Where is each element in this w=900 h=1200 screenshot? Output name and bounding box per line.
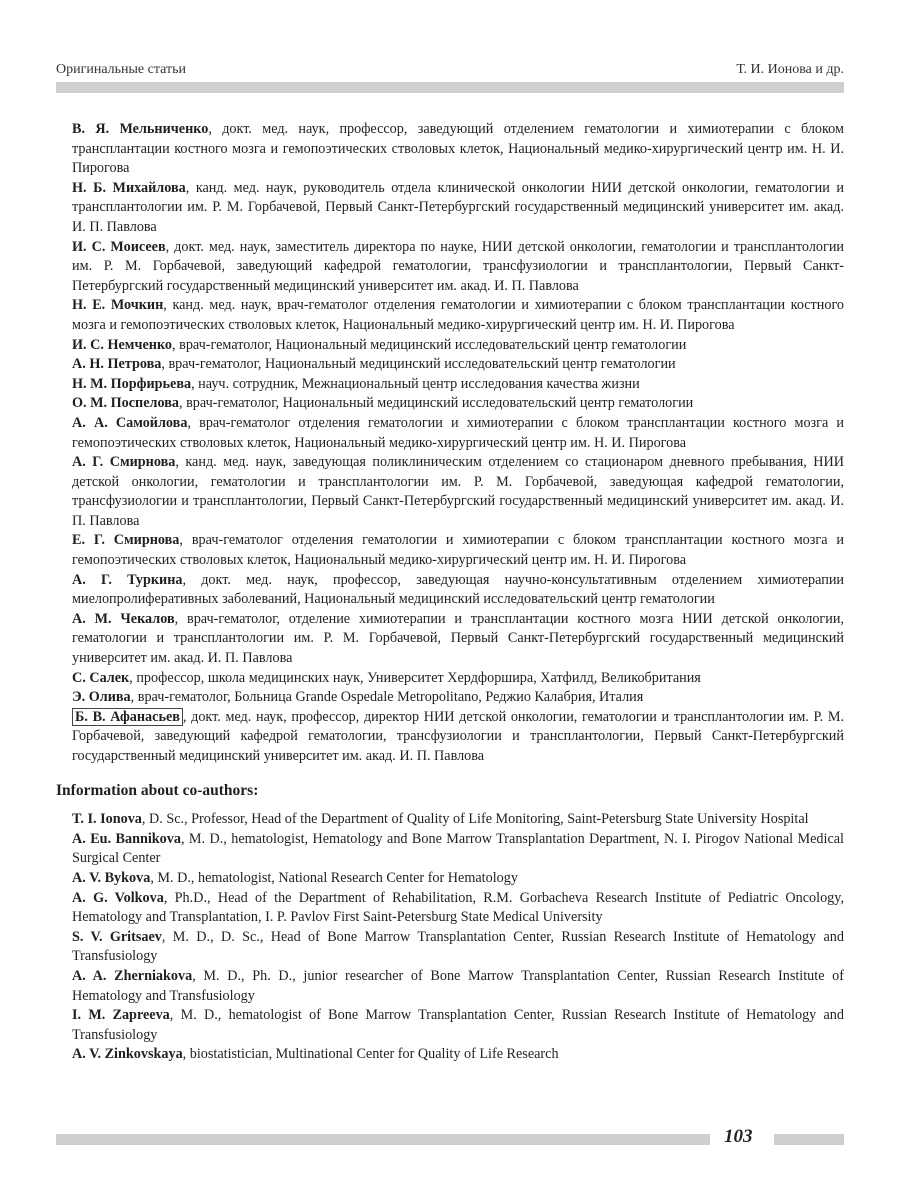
author-entry [72,889,844,928]
author-entry [72,238,844,297]
author-entry [72,296,844,335]
page-number: 103 [724,1126,753,1147]
author-entry [72,355,844,375]
author-name: Н. М. Порфирьева [72,375,192,392]
author-details: , докт. мед. наук, профессор, заведующий отделением гематологии и химиотерапии с блоком трансплантации костного мозга и гемопоэтических стволовых клеток, Национальный медико-хирургический центр им. Н. И. Пирогова [72,121,844,177]
ru-author-list [72,120,844,767]
author-entry [72,610,844,669]
footer-rule-left [56,1134,710,1145]
author-entry [72,336,844,356]
author-name: И. С. Моисеев [72,238,166,255]
author-entry [72,120,844,179]
author-entry [72,669,844,689]
author-details: , врач-гематолог отделения гематологии и химиотерапии с блоком трансплантации костного мозга и гемопоэтических стволовых клеток, Национальный медико-хирургический центр им. Н. И. Пирогова [72,532,844,569]
author-entry [72,830,844,869]
author-details: , врач-гематолог, Национальный медицинский исследовательский центр гематологии [172,336,687,353]
author-details: , M. D., D. Sc., Head of Bone Marrow Transplantation Center, Russian Research Institute of Hematology and Transfusiology [72,928,844,965]
author-name: T. I. Ionova [72,811,142,828]
author-entry [72,531,844,570]
author-name: С. Салек [72,669,130,686]
author-details: , профессор, школа медицинских наук, Университет Хердфоршира, Хатфилд, Великобритания [129,669,701,686]
header-section-title: Оригинальные статьи [56,62,186,77]
author-details: , докт. мед. наук, профессор, заведующая научно-консультативным отделением химиотерапии миелопролиферативных заболеваний, Национальный медицинский исследовательский центр гематологии [72,571,845,608]
author-entry [72,179,844,238]
running-header [56,62,844,78]
author-entry [72,1045,844,1065]
author-name: I. M. Zapreeva [72,1007,170,1024]
author-name: A. V. Zinkovskaya [72,1046,183,1063]
author-name: И. С. Немченко [72,336,173,353]
author-details: , M. D., Ph. D., junior researcher of Bone Marrow Transplantation Center, Russian Research Institute of Hematology and Transfusiology [72,967,844,1004]
author-details: , врач-гематолог отделения гематологии и химиотерапии с блоком трансплантации костного мозга и гемопоэтических стволовых клеток, Национальный медико-хирургический центр им. Н. И. Пирогова [72,414,844,451]
author-details: , докт. мед. наук, заместитель директора по науке, НИИ детской онкологии, гематологии и трансплантологии им. Р. М. Горбачевой, заведующий кафедрой гематологии, трансфузиологии и трансплантологии, Первый Санкт-Петербургский государственный медицинский университет им. акад. И. П. Павлова [72,238,845,294]
author-name: В. Я. Мельниченко [72,121,209,137]
author-entry [72,394,844,414]
author-name: Э. Олива [72,689,131,706]
author-entry [72,928,844,967]
author-name: А. Г. Смирнова [72,454,176,471]
author-entry [72,414,844,453]
author-details: , biostatistician, Multinational Center for Quality of Life Research [182,1046,559,1063]
author-name: A. Eu. Bannikova [72,830,181,847]
author-name: S. V. Gritsaev [72,928,162,945]
author-details: , M. D., hematologist, National Research Center for Hematology [150,869,518,886]
author-details: , врач-гематолог, отделение химиотерапии и трансплантации костного мозга НИИ детской онкологии, гематологии и трансплантологии им. Р. М. Горбачевой, Первый Санкт-Петербургский государственный медицинский университет им. акад. И. П. Павлова [72,610,844,667]
author-details: , врач-гематолог, Национальный медицинский исследовательский центр гематологии [178,395,694,412]
author-entry [72,571,844,610]
author-name: Е. Г. Смирнова [72,532,180,549]
author-entry [72,869,844,889]
author-details: , докт. мед. наук, профессор, директор НИИ детской онкологии, гематологии и трансплантологии им. Р. М. Горбачевой, заведующий кафедрой гематологии, трансфузиологии и трансплантологии, Первый Санкт-Петербургский государственный медицинский университет им. акад. И. П. Павлова [72,708,844,764]
author-name: A. A. Zherniakova [72,967,193,984]
section-heading: Information about co-authors: [56,781,259,799]
author-entry [72,810,844,830]
page-body [56,120,845,1065]
footer-rule-right [774,1134,844,1145]
author-details: , D. Sc., Professor, Head of the Department of Quality of Life Monitoring, Saint-Petersburg State University Hospital [141,811,809,828]
author-name: А. М. Чекалов [72,610,175,627]
author-name: A. V. Bykova [72,869,151,886]
author-details: , науч. сотрудник, Межнациональный центр исследования качества жизни [191,375,640,392]
author-name: А. Н. Петрова [72,356,162,373]
header-authors: Т. И. Ионова и др. [736,62,844,77]
author-details: , канд. мед. наук, руководитель отдела клинической онкологии НИИ детской онкологии, гематологии и трансплантологии им. Р. М. Горбачевой, Первый Санкт-Петербургский государственный медицинский университет им. акад. И. П. Павлова [72,179,844,235]
author-details: , канд. мед. наук, заведующая поликлиническим отделением со стационаром дневного пребывания, НИИ детской онкологии, гематологии и трансплантологии им. Р. М. Горбачевой, заведующая кафедрой гематологии, трансфузиологии и трансплантологии, Первый Санкт-Петербургский государственный медицинский университет им. акад. И. П. Павлова [72,454,844,529]
author-entry [72,375,844,395]
author-entry [72,453,844,531]
author-entry [72,708,844,767]
author-details: , врач-гематолог, Больница Grande Ospedale Metropolitano, Реджио Калабрия, Италия [130,689,644,706]
author-name: Н. Е. Мочкин [72,297,164,314]
author-entry [72,1006,844,1045]
header-rule [56,82,844,93]
author-entry [72,688,844,708]
author-entry [72,967,844,1006]
author-details: , M. D., hematologist of Bone Marrow Transplantation Center, Russian Research Institute of Hematology and Transfusiology [72,1007,844,1043]
author-name: О. М. Поспелова [72,395,179,412]
author-name-deceased: Б. В. Афанасьев [72,708,183,726]
author-details: , Ph.D., Head of the Department of Rehabilitation, R.M. Gorbacheva Research Institute of Pediatric Oncology, Hematology and Transplantation, I. P. Pavlov First Saint-Petersburg State Medical University [72,889,844,926]
author-name: А. А. Самойлова [72,414,188,431]
author-name: А. Г. Туркина [72,571,183,588]
en-author-list [72,810,844,1065]
author-name: Н. Б. Михайлова [72,179,186,196]
author-name: A. G. Volkova [72,889,164,906]
author-details: , врач-гематолог, Национальный медицинский исследовательский центр гематологии [161,356,676,373]
author-details: , канд. мед. наук, врач-гематолог отделения гематологии и химиотерапии с блоком трансплантации костного мозга и гемопоэтических стволовых клеток, Национальный медико-хирургический центр им. Н. И. Пирогова [72,297,845,333]
author-details: , M. D., hematologist, Hematology and Bone Marrow Transplantation Department, N. I. Pirogov National Medical Surgical Center [72,830,844,867]
